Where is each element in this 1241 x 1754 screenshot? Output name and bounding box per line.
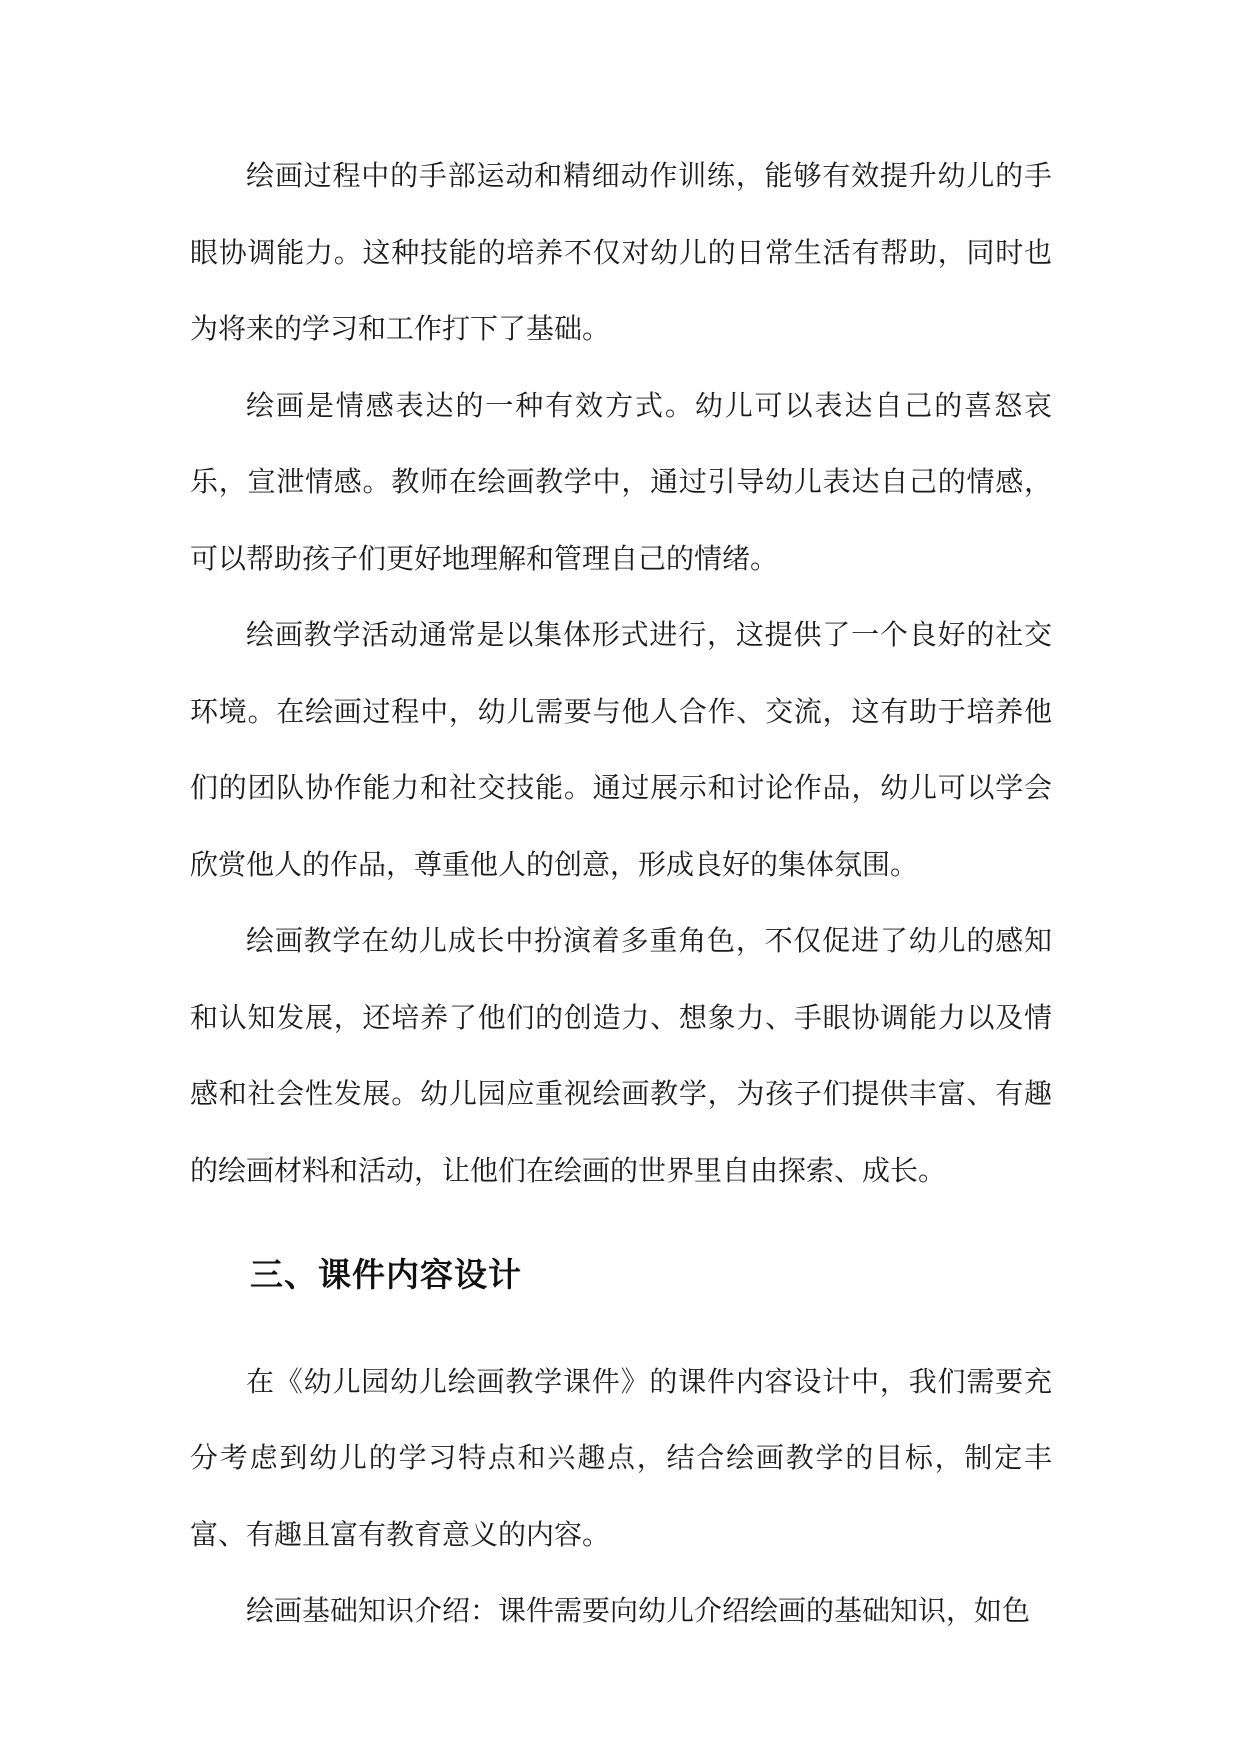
paragraph-basic-knowledge: 绘画基础知识介绍：课件需要向幼儿介绍绘画的基础知识，如色 bbox=[246, 1594, 1031, 1627]
paragraph-courseware-design: 在《幼儿园幼儿绘画教学课件》的课件内容设计中，我们需要充分考虑到幼儿的学习特点和兴趣点，结合绘画教学的目标，制定丰富、有趣且富有教育意义的内容。 bbox=[190, 1364, 1052, 1551]
document-body bbox=[190, 138, 1052, 1650]
paragraph-emotional-expression: 绘画是情感表达的一种有效方式。幼儿可以表达自己的喜怒哀乐，宣泄情感。教师在绘画教学中，通过引导幼儿表达自己的情感，可以帮助孩子们更好地理解和管理自己的情绪。 bbox=[190, 388, 1052, 575]
paragraph-summary: 绘画教学在幼儿成长中扮演着多重角色，不仅促进了幼儿的感知和认知发展，还培养了他们的创造力、想象力、手眼协调能力以及情感和社会性发展。幼儿园应重视绘画教学，为孩子们提供丰富、有趣的绘画材料和活动，让他们在绘画的世界里自由探索、成长。 bbox=[190, 924, 1052, 1187]
paragraph-hand-eye-coordination: 绘画过程中的手部运动和精细动作训练，能够有效提升幼儿的手眼协调能力。这种技能的培养不仅对幼儿的日常生活有帮助，同时也为将来的学习和工作打下了基础。 bbox=[190, 159, 1052, 345]
paragraph-social-skills: 绘画教学活动通常是以集体形式进行，这提供了一个良好的社交环境。在绘画过程中，幼儿需要与他人合作、交流，这有助于培养他们的团队协作能力和社交技能。通过展示和讨论作品，幼儿可以学会欣赏他人的作品，尊重他人的创意，形成良好的集体氛围。 bbox=[190, 618, 1052, 881]
section-heading: 三、课件内容设计 bbox=[250, 1255, 522, 1294]
